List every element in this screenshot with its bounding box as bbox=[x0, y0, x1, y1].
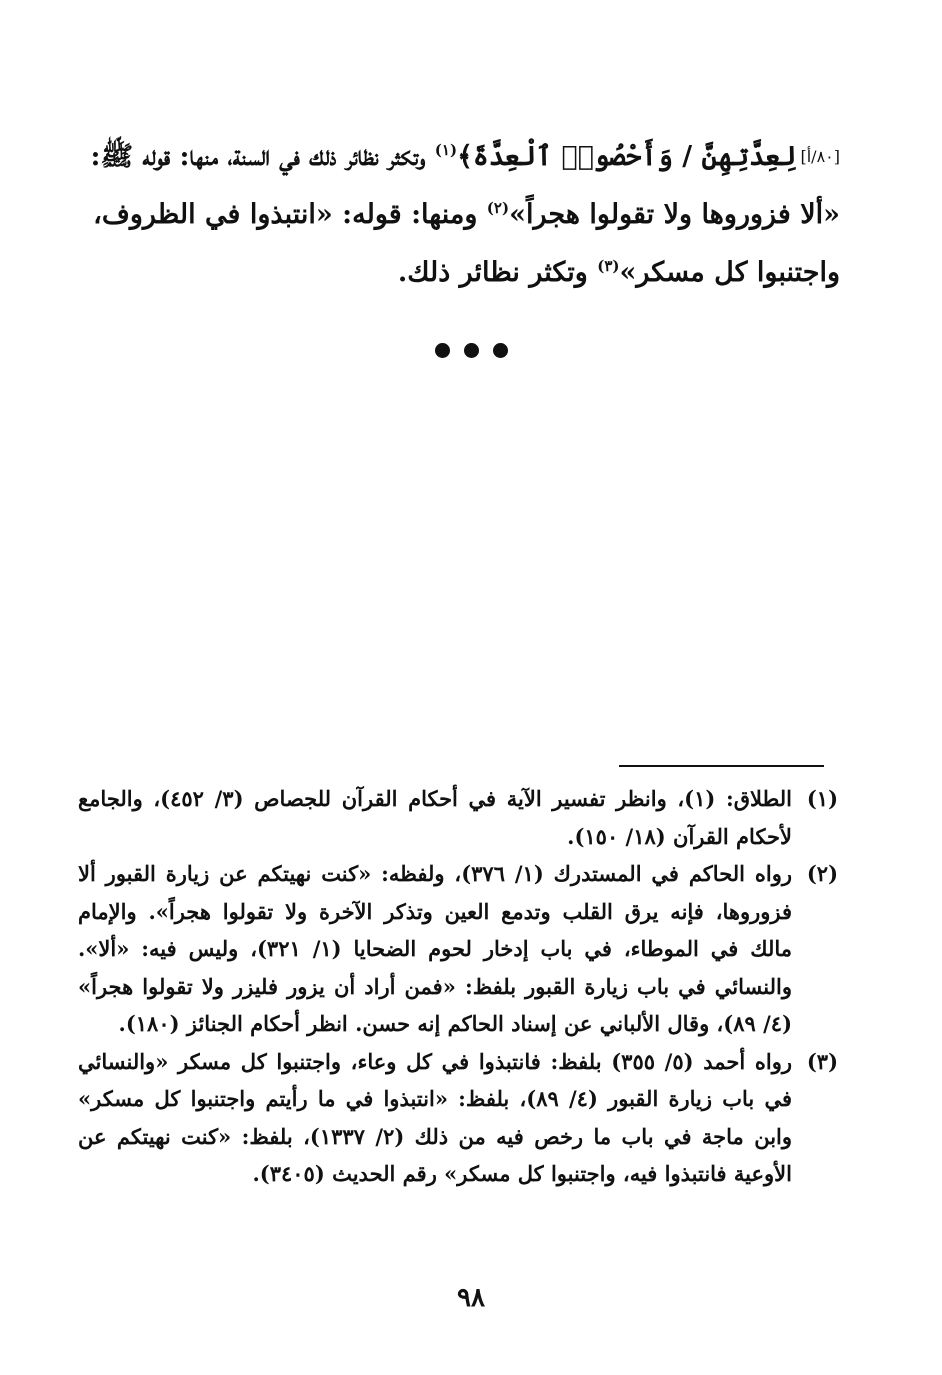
footnote-line: (٤/ ٨٩)، وقال الألباني عن إسناد الحاكم إنه حسن. انظر أحكام الجنائز (١٨٠). bbox=[118, 1011, 792, 1036]
footnote-ref-1[interactable]: (١) bbox=[434, 141, 458, 159]
footnote-number: (٣) bbox=[806, 1048, 838, 1074]
footnote-number: (١) bbox=[806, 786, 838, 811]
footnote-line: في باب زيارة القبور (٤/ ٨٩)، بلفظ: «انتبذوا في ما رأيتم واجتنبوا كل مسكر» bbox=[78, 1086, 792, 1111]
main-text-segment: وتكثر نظائر ذلك. bbox=[397, 257, 598, 288]
main-text-segment: ومنها: قوله: «انتبذوا في الظروف، bbox=[93, 199, 487, 230]
separator-dot bbox=[493, 343, 508, 358]
page-number: ٩٨ bbox=[457, 1283, 485, 1313]
footnote-3 bbox=[78, 1043, 838, 1193]
footnote-line: فزوروها، فإنه يرق القلب وتدمع العين وتذكر الآخرة ولا تقولوا هجراً». والإمام bbox=[78, 898, 792, 924]
footnote-ref-2[interactable]: (٢) bbox=[486, 199, 510, 217]
footnote-body bbox=[78, 780, 792, 855]
section-separator bbox=[0, 330, 942, 370]
footnote-line: لأحكام القرآن (١٨/ ١٥٠). bbox=[567, 823, 792, 849]
separator-dot bbox=[464, 343, 479, 358]
main-line-3 bbox=[70, 244, 840, 302]
footnote-1 bbox=[78, 780, 838, 855]
footnote-body bbox=[78, 1043, 792, 1193]
footnote-line: الأوعية فانتبذوا فيه، واجتنبوا كل مسكر» رقم الحديث (٣٤٠٥). bbox=[252, 1161, 792, 1186]
footnote-ref-3[interactable]: (٣) bbox=[597, 257, 620, 275]
main-text-segment: وتكثر نظائر ذلك في السنة، منها: قوله ﷺ: bbox=[90, 141, 435, 172]
ayah-close-bracket: ﴾ bbox=[457, 141, 473, 172]
footnote-line: مالك في الموطاء، في باب إدخار لحوم الضحايا (١/ ٣٢١)، وليس فيه: «ألا». bbox=[78, 936, 792, 961]
main-text-segment: «ألا فزوروها ولا تقولوا هجراً» bbox=[509, 199, 840, 230]
footnote-line: والنسائي في باب زيارة القبور بلفظ: «فمن أراد أن يزور فليزر ولا تقولوا هجراً» bbox=[78, 973, 792, 999]
main-text bbox=[70, 128, 840, 302]
footnotes bbox=[78, 780, 838, 1193]
quran-quote: لِعِدَّتِهِنَّ / وَأَحْصُوا۟ ٱلْعِدَّةَ bbox=[472, 141, 797, 172]
separator-dot bbox=[435, 343, 450, 358]
footnote-line: وابن ماجة في باب ما رخص فيه من ذلك (٢/ ١٣٣٧)، بلفظ: «كنت نهيتكم عن bbox=[78, 1123, 792, 1149]
folio-marker: [٨٠/أ] bbox=[800, 147, 840, 166]
footnote-line: الطلاق: (١)، وانظر تفسير الآية في أحكام القرآن للجصاص (٣/ ٤٥٢)، والجامع bbox=[78, 786, 792, 811]
main-line-1 bbox=[70, 128, 840, 186]
footnote-body bbox=[78, 855, 792, 1043]
footnote-number: (٢) bbox=[806, 861, 838, 886]
main-line-2 bbox=[70, 186, 840, 244]
footnote-2 bbox=[78, 855, 838, 1043]
footnote-line: رواه الحاكم في المستدرك (١/ ٣٧٦)، ولفظه: «كنت نهيتكم عن زيارة القبور ألا bbox=[78, 861, 792, 886]
footnote-divider bbox=[619, 765, 824, 767]
main-text-segment: واجتنبوا كل مسكر» bbox=[619, 257, 840, 288]
footnote-line: رواه أحمد (٥/ ٣٥٥) بلفظ: فانتبذوا في كل وعاء، واجتنبوا كل مسكر «والنسائي bbox=[78, 1048, 792, 1074]
